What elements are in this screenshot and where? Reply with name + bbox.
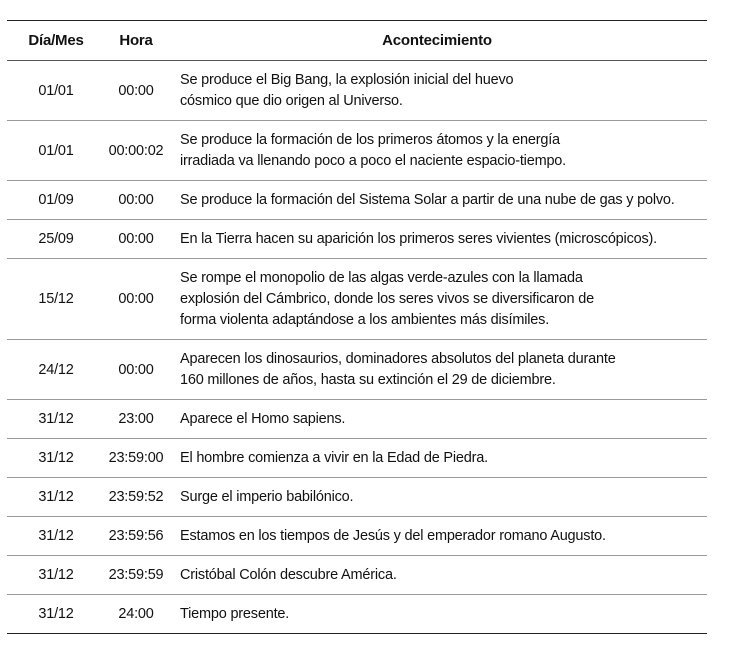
cell-fecha: 24/12 xyxy=(38,361,74,378)
cell-hora: 23:00 xyxy=(118,411,154,427)
cell-fecha: 31/12 xyxy=(38,528,74,544)
evento-text: Se rompe el monopolio de las algas verde-azules con la llamada explosión del Cámbrico, donde los seres vivos se diversificaron de forma violenta adaptándose a los ambientes más disímiles. xyxy=(180,269,594,328)
cell-evento xyxy=(167,340,707,400)
evento-text: Se produce la formación del Sistema Solar a partir de una nube de gas y polvo. xyxy=(180,191,675,208)
header-hora: Hora xyxy=(119,32,153,49)
table-row xyxy=(7,340,707,400)
cell-evento xyxy=(167,439,707,478)
table-row xyxy=(7,220,707,259)
cell-evento xyxy=(167,595,707,634)
cosmic-calendar-table xyxy=(7,20,707,634)
table-row xyxy=(7,478,707,517)
cell-hora: 24:00 xyxy=(118,606,154,622)
evento-text: Cristóbal Colón descubre América. xyxy=(180,566,397,583)
table-row xyxy=(7,556,707,595)
cell-hora: 00:00 xyxy=(118,291,154,307)
table-body xyxy=(7,61,707,634)
cell-fecha: 31/12 xyxy=(38,606,74,622)
evento-text: El hombre comienza a vivir en la Edad de Piedra. xyxy=(180,449,488,466)
cell-fecha: 01/01 xyxy=(38,82,74,99)
cell-hora: 00:00 xyxy=(118,192,154,208)
header-fecha: Día/Mes xyxy=(28,32,84,49)
header-evento: Acontecimiento xyxy=(382,32,492,49)
cell-evento xyxy=(167,400,707,439)
cell-evento xyxy=(167,220,707,259)
cell-fecha: 15/12 xyxy=(38,291,74,307)
table-row xyxy=(7,121,707,181)
cell-evento xyxy=(167,556,707,595)
cell-fecha: 01/01 xyxy=(38,142,74,159)
evento-text: Se produce el Big Bang, la explosión inicial del huevo cósmico que dio origen al Universo. xyxy=(180,71,514,109)
cell-hora: 23:59:00 xyxy=(108,450,164,466)
table-row xyxy=(7,439,707,478)
table-row xyxy=(7,595,707,634)
cell-fecha: 31/12 xyxy=(38,450,74,466)
cell-hora: 00:00:02 xyxy=(108,142,164,159)
cell-hora: 00:00 xyxy=(118,231,154,247)
table-row xyxy=(7,259,707,340)
cell-evento xyxy=(167,121,707,181)
cell-fecha: 31/12 xyxy=(38,411,74,427)
cell-hora: 00:00 xyxy=(118,82,154,99)
cell-hora: 23:59:52 xyxy=(108,489,164,505)
evento-text: Estamos en los tiempos de Jesús y del emperador romano Augusto. xyxy=(180,527,606,544)
evento-text: Tiempo presente. xyxy=(180,605,290,622)
cosmic-calendar-table-container xyxy=(7,20,707,634)
cell-fecha: 01/09 xyxy=(38,192,74,208)
cell-fecha: 25/09 xyxy=(38,231,74,247)
evento-text: Aparecen los dinosaurios, dominadores absolutos del planeta durante 160 millones de años, hasta su extinción el 29 de diciembre. xyxy=(180,350,616,388)
cell-fecha: 31/12 xyxy=(38,489,74,505)
cell-fecha: 31/12 xyxy=(38,567,74,583)
cell-hora: 23:59:59 xyxy=(108,567,164,583)
cell-evento xyxy=(167,517,707,556)
cell-evento xyxy=(167,259,707,340)
cell-hora: 00:00 xyxy=(118,361,154,378)
table-row xyxy=(7,61,707,121)
table-row xyxy=(7,517,707,556)
evento-text: Aparece el Homo sapiens. xyxy=(180,410,346,427)
cell-evento xyxy=(167,61,707,121)
table-row xyxy=(7,400,707,439)
cell-evento xyxy=(167,181,707,220)
table-row xyxy=(7,181,707,220)
evento-text: En la Tierra hacen su aparición los primeros seres vivientes (microscópicos). xyxy=(180,230,657,247)
evento-text: Surge el imperio babilónico. xyxy=(180,488,354,505)
cell-hora: 23:59:56 xyxy=(108,528,164,544)
evento-text: Se produce la formación de los primeros átomos y la energía irradiada va llenando poco a poco el naciente espacio-tiempo. xyxy=(180,131,567,169)
header-row xyxy=(7,21,707,61)
cell-evento xyxy=(167,478,707,517)
table-header xyxy=(7,21,707,61)
